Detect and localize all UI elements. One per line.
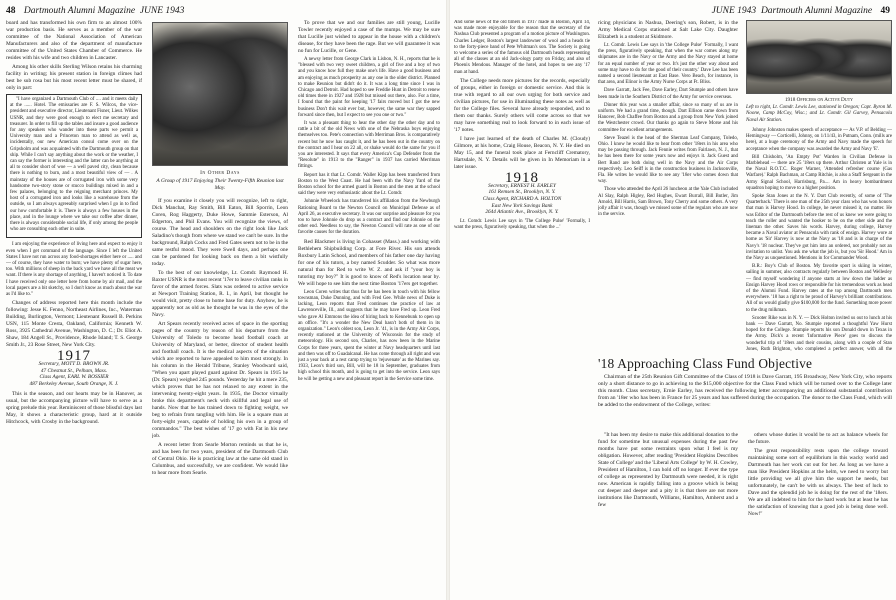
left-issue-date: JUNE 1943	[139, 6, 185, 16]
group-photo	[152, 22, 288, 166]
letter-excerpt-box	[6, 94, 142, 238]
paragraph: I am enjoying the experience of living here and expect to enjoy it even when I get command of the language. Since I left the United States I have not run across any food-shortages either here or ..... and — of course, they have water to burn; we have plenty of sugar here, too. With millions of sheep in the back yard we have all the meat we want. If there is any shortage of anything, I haven't noticed it. To date I have received only one letter here from home by air mail, and the local papers are a bit sketchy, so I don't know as much about the war as I'd like to."	[6, 242, 142, 298]
left-page-header	[6, 6, 184, 16]
officers-photo	[746, 20, 892, 94]
lead-paragraph: Chairman of the 25th Reunion Gift Committee of the Class of 1918 is Dave Garratt, 195 Broadway, New York City, who reports only a short distance to go in achieving to the $15,000 objective for the Class Fund which will be turned over to the College later this month. Class secretary, Ernie Earley, has received the following letter accompanying an additional substantial contribution from an '18er who has been in France for 25 years and has suffered during the occupation. The donor to the Class Fund, which will be added to the endowment of the College, writes:	[598, 374, 892, 409]
paragraph: A recent letter from Searle Morton reminds us that he is, and has been for two years, president of the Dartmouth Club of Central Ohio. He is practicing law at the same old stand in Columbus, and successfully, we are confident. We would like to hear more from Searle.	[152, 442, 288, 476]
paragraph: To prove that we and our families are still young, Lucille Towler recently enjoyed a case of the mumps. We may be sure that Lucille just wished to appear in the house with a children's disease, for they have been the rage. But we will guarantee it was no fun for Lucille, or Gene.	[298, 20, 440, 54]
photo-caption-title: In Other Days	[200, 170, 240, 176]
secretary-title: Secretary, ERNEST H. EARLEY	[488, 182, 556, 189]
article-lead	[598, 374, 892, 411]
article-headline: '18 Approaching Class Fund Objective	[598, 356, 813, 371]
paragraph: B.R.: Boy's Club of Boston. My favorite sport is skiing in winter, sailing in summer, also contracts regularly between Boston and Wellesley — find myself wondering if anyone starts at low down the ladder as Ensign Harvey Hood rows or responsible for his tremendous work as head of the Alumni Fund. Harvey rates at the top among Dartmouth men everywhere. '18 has a right to be proud of Harvey's brilliant contributions. All of us would gladly give $100,000 for the fund. Something more power to the drug milkman.	[746, 264, 892, 313]
article-column-1	[598, 432, 738, 511]
left-column-3	[298, 20, 440, 594]
paragraph: Among his other skills Sterling Wilson retains his charming facility in writing; his present station in foreign climes had best be sub rosa but his most recent letter must be shared, if only in part:	[6, 64, 142, 91]
article-column-2	[748, 432, 888, 520]
paragraph: Lt. Comdr. Lewis Lee says in 'The College Pulse' 'Formally, I want the press, figuratively speaking, that when the ...'	[454, 218, 590, 230]
paragraph: others whose duties it would be to act as balance wheels for the future.	[748, 432, 888, 445]
paragraph: And some news of the old timers in 1917 made in Boston, April 14, was made more enjoyable for the reason that the secretary of the Nashua Club presented a program of a motion picture of Washington. Charles Ledger, Boston's largest landowner of wool and a heads tie to the forty-piece band of Pete Whitman's son. The Society is going to welcome a series of the famous old Dartmouth heads representing all of the classes at an old Jack-ology party on Friday, and also of Phoenix Mendous. Manager of the hotel, and hopes to see any '17 man at hand.	[454, 20, 590, 75]
letter-excerpt: "I have organized a Dartmouth Club of .... and it meets daily at the ...... Hotel. The emissaries are F. S. Wilcox, the vice-president and executive director, Lieutenant Fisner, Lieut. Wilkes USNR, and they were good enough to elect me secretary and treasurer. In order to fill up the tables and insure a good audience for any speakers who wander into these parts we permit a University man and a Princeton man to attend as well as, incidentally, our new American consul come over on the Gripsholm and was acquainted with the Dartmouth group on that ship. While I can't say anything about the work or the weather, I can say the former is interesting and the latter can be anything at all to consider short of woe — a well paved city, clean because there is nothing to burn, and a most beautiful view of — . A mainstay of the houses are of corrugated iron with some very handsome two-story stone or stucco buildings mixed in and a few palaces, belonging to the reigning merchant princes. My host of a corrugated iron and looks like a warehouse from the outside, so I am always agreeably surprised when I go in to find our how comfortable it is. There is always a few houses in the place, and in the lounge where we take our coffee after dinner, there is always considerable social life, if only among the people who are consulting each other in suite.	[10, 97, 138, 233]
photo-caption-title: 1918 Officers on Active Duty	[784, 97, 854, 103]
paragraph: Changes of address reported here this month include the following: Jesse K. Fenno, Northeast Airlines, Inc., Waterman Building, Burlington, Vermont; Lieutenant Russell B. Perkins USN, 115 Monte Cresta, Oakland, California; Kenneth W. Ross, 3925 Cathedral Avenue, Washington, D. C.; Dr. Eliot A. Shaw, 184 Angell St., Providence, Rhode Island; T. S. George Smith Jr., 23 Rose Street, New York City.	[6, 300, 142, 349]
right-page-header	[712, 6, 890, 16]
secretary-title: Secretary, MOTT D. BROWN JR.	[38, 361, 110, 368]
paragraph: ricing physicians in Nashua, Deering's son, Robert, is in the Army Medical Corps stationed at Salt Lake City. Daughter Elizabeth is a student at Skidmore.	[598, 20, 738, 40]
left-column-1	[6, 20, 142, 594]
paragraph: This is the season, and our hearts may be in Hanover, as usual, but the accompanying picture will have to serve as a spring prelude this year. Reminiscent of those blissful days last May, it shows a characteristic group, hard at it outside Hitchcock, with Crosby in the background.	[6, 390, 142, 425]
right-column-3	[746, 20, 892, 352]
paragraph: Johnnie Wheelock has transferred his affiliation from the Newburgh Rationing Board to the Newton Council on Municipal Defense as of April 26, as executive secretary. It was our surprise and pleasure for you too to have Johnnie do drop us a contract and find our Johnnie on the other end. Needless to say, the Newton Council will rate as one of our favorite causes for the duration.	[298, 199, 440, 236]
paragraph: If you examine it closely you will recognize, left to right, Dick Manchat, Ray Smith, Bill Eaton, Bill Sporrin, Leon Coren, Rog Haggerty, Duke Howe, Sammie Esterson, Al Edgerton, and Phil Evans. You will recognize the views, of course. The head and shoulders on the right look like Jack Saladino's though from where we stand we can't be sure. In the background, Ralph Cocks and Fred Gates seem not to be in the same restful mood. They were Swell days, and perhaps one can be pardoned for looking back on them a bit wistfully today.	[152, 198, 288, 267]
paragraph: Art Spears recently received acres of space in the sporting pages of the country by reason of his departure from the University of Toledo to become head football coach at University of Maryland, or better, director of student health and football coach. It is the medical aspects of the situation which are reported to have appealed to him most strongly. In his column in the Herald Tribune, Stanley Woodward said, "When you apart played guard against Dr. Spears in 1915 he (Dr. Spears) weighed 245 pounds. Yesterday he hit a mere 235, which proves that he has not relaxed to any extent in the intervening twenty-eight years. In 1935, the Doctor virtually broke this department's neck with skillful and legal use of hands. Now that he has trained down to fighting weight, we beg to refrain from tangling with him. He is a square man at forty-eight years, capable of holding his own in a group of commandos." The best wishes of '17 go with Fat in his new job.	[152, 321, 288, 439]
class-agent-address: East New York Savings Bank	[491, 202, 553, 209]
class-agent-title: Class Agent, EARL W. BOSSIER	[39, 374, 109, 381]
paragraph: Spoke Stan Jones at the N. Y. Dart Club recently, of some of 'The Quarterback.' There is one man of the 25th year class who has won honors that man is Harvey Hood. In college, he never missed it, no matter. He was Editor of the Dartmouth before the rest of us knew we were going to teach the roller and wanted the hooker to be on the other side and the lineman the other. Saves his words. Harvey, during college, Harvey became a Naval aviator at Pensacola with rank of ensign. Harvey wore at home as 'Sir' Harvey is now at the Navy as '18 and is in charge of the Navy's '18 nuclear. They've got him into an ordered, not probably not an invitation to unlist. You ask me what the job is, but you 'Sir Hood.' Am in the Navy as unquestioned. Mentions in for Commander Wood.	[746, 193, 892, 261]
paragraph: "It has been my desire to make this additional donation to the fund for sometime but unusual expenses during the past few months have put some restraints upon what I feel is my obligation. However, after reading 'President Hopkins Describes State of College' and the 'Liberal Arts College' by W. H. Cowley, President of Hamilton, I can hold off no longer. If ever the type of college as represented by Dartmouth were needed, it is right now. American is rapidly falling into a groove which is being cut deeper and deeper and a pity it is that there are not more institutions like Dartmouth, Williams, Hamilton, Amherst and a few	[598, 432, 738, 508]
right-column-1	[454, 20, 590, 594]
paragraph: Report has it that Lt. Comdr. Waller Kipp has been transferred from Boston to the West Coast. He had been with the Navy Yard of the Boston school for the armed guard in Boston and the men at the school said they were very enthusiastic about the Lt. Comdr.	[298, 172, 440, 197]
paragraph: board and has transformed his own firm to an almost 100% war production basis. He serves as a member of the war committee of the National Association of American Manufacturers and also of the department of manufacture committee of the United States Chamber of Commerce. He resides with his wife and two children in Lancaster.	[6, 20, 142, 61]
paragraph: It was a pleasant thing to hear the other day the other day and to rattle a bit of the old News with one of the Nebraska boys enjoying themselves too. Pete's connection with Merriman Bros. is comparatively recent but he now has caught it, and he has been out in the country on the contract and I hear on 22 all, or shake would do the same for you if you are interested. It says that every America's Cup Defender from the "Resolute" in 1913 to the "Ranger" in 1937 has carried Merriman fittings.	[298, 121, 440, 170]
paragraph: Lt. Comdr. Lewis Lee says in 'the College Pulse' 'Formally, I want the press, figuratively speaking, that when the war comes along my shipmates are in the Navy or the Army and the Navy stayed at home for an equal number of year or two. It's just the other way about and some may have to do for the good of their country.' Dave Lee has been named a second lieutenant at East Base. Vero Beach, for instance, in that area, and Elinor is the Army Nurse Corps at Ft. Bliss.	[598, 43, 738, 86]
left-page	[0, 0, 446, 600]
photo-caption: Left to right, Lt. Comdr. Lewis Lee, stationed in Oregon; Capt. Byron M. Noone, Camp McCoy, Wisc.; and Lt. Comdr. Gil Garvey, Pensacola Naval Air Station.	[746, 105, 892, 123]
right-magazine-title: Dartmouth Alumni Magazine	[760, 6, 873, 16]
paragraph: Johnny Johnston makes speech of acceptance — As V.P. of Belding — Hemingway — Corticelli, Johnny, on 1/11/43, in Putnam, Conn. (mills are here), at a huge ceremony of the Army and Navy made the speech for acceptance when the company was awarded the Army and Navy 'E'.	[746, 127, 892, 152]
paragraph: Bill Chisholm, 'An Empty Pot' Warden in Civilian Defense in Marblehead — there are 25 '18ers up there. Arthur Christen at Yale is in the Naval R.O.T.C. Roger Warner, 'Attended refresher course (Gas Warfare).' Ralph Bachman, at Camp Ritchie, is also a Staff Sergeant in the Army Signal School, Harrisburg, Pa.... Am in heavy bombardment squadron hoping to move to a higher position.	[746, 154, 892, 191]
paragraph: Those who attended the April 26 luncheon at the Yale Club included Al Slay, Ralph Higley, Red Hughes, Ewart Burrall, Bill Butler, Jim Arnold, Bill Harris, Sam Brown, Tony Cherry and some others. A very jolly affair it was, though we missed some of the regulars who are now in the service.	[598, 187, 738, 218]
paragraph: Steve Teazel is the head of the Sherman Leaf Company, Toledo, Ohio. I know he would like to hear from other '18ers in his area who may be passing through. Jack Fennie writes from Fairlawn, N. J., that he has been there for some years now and enjoys it. Jack Guest and Bert Rand are both doing well in the Navy and the Air Corps respectively. Leo Seiff is in the construction business in Jacksonville, Fla. He writes he would like to see any '18er who comes down that way.	[598, 135, 738, 185]
class-year-heading: 1918	[505, 169, 539, 186]
secretary-address: 47 Chestnut St., Pelham, Mass.	[40, 367, 108, 374]
paragraph: The great responsibility rests upon the college toward maintaining some sort of equilibrium in this wacky world and Dartmouth has her work cut out for her. As long as we have a man like President Hopkins at the helm, we need to worry but little providing we all give him the support he needs, but unfortunately, he can't be with us always. The best of luck to Dave and the splendid job he is doing for the rest of the '18ers. We are all indebted to him for the hard work but at least he has the satisfaction of knowing that a good job is being done well. Now!"	[748, 448, 888, 517]
right-column-2	[598, 20, 738, 352]
class-year-heading: 1917	[57, 348, 91, 365]
class-agent-title: Class Agent, RICHARD A. HOLTON	[482, 196, 562, 203]
secretary-address: 161 Remsen St., Brooklyn, N. Y.	[488, 189, 556, 196]
paragraph: I have just learned of the death of Charles M. (Cloudy) Gilmore, at his home, Craig House, Beacon, N. Y. He died on May 15, and the funeral took place at Ferncliff Crematory, Hartsdale, N. Y. Details will be given in In Memoriam in a later issue.	[454, 135, 590, 170]
left-magazine-title: Dartmouth Alumni Magazine	[23, 6, 136, 16]
paragraph: Dave Garratt, Jack Fee, Dave Earley, Dart Stumpie and others have been made in the Southern District of the Army for service overseas.	[598, 88, 738, 100]
left-column-2	[152, 20, 288, 594]
paragraph: A newsy letter from George Clark in Lisbon, N. H., reports that he is "blessed with two very sweet children, a girl of five and a boy of two and you know how full they make one's life. Have a good business and am enjoying as much prosperity as any one in the older district. Planned to make Reunion but didn't do it. It was a long time since I was in Chicago and Detroit. Had hoped to see Freddie Hunt in Detroit to renew old times there in 1927 and 1928 but missed out there, also. For a time, I found that the paint for keeping '17 fairs moved but I got the new business Don't this wait ever but, however, the same war they sapped forward since then, but I expect to see you one or two."	[298, 57, 440, 118]
class-agent-address: 487 Berkeley Avenue, South Orange, N. J.	[29, 381, 119, 388]
paragraph: To the best of our knowledge, Lt. Comdr. Raymond H. Baxter USNR is the most recent '17er to leave civilian ranks in favor of the armed forces. Slats was ordered to active service at Newport Training Station, R. I., in April, but thought he would visit, pretty close to home base for duty. Anyhow, he is apparently not as old as he thought he was in the eyes of the Navy.	[152, 270, 288, 318]
left-page-number: 48	[6, 6, 16, 16]
paragraph: Scooter Rike was in N. Y. — Dick Holton invited us out to lunch at his bank — Dave Garratt, No. Stumpie reported a thoughtful Yaw Hurst hoped for the College. Stumpie reports his son Donald down in Texas in the Army. Dick's a recent 'Informative Piece' goes to discuss the wonderful trip of '18ers and their cousins, along with a couple of Stan Jones, Ruth Brighton, who completed a perfect answer, with all the	[746, 315, 892, 352]
paragraph: The College needs more pictures for the records, especially of groups, either in foreign or domestic service. And this is true with regard to all our own urging for both service and civilian pictures, for use in illuminating these notes as well as for the College files. Several have already responded, and to them our thanks. Surely others will come across so that we may have something real to look forward to in each issue of '17 notes.	[454, 77, 590, 133]
paragraph: Dinner this year was a smaller affair, since so many of us are in uniform. We had a grand time, though. Dart Ellison came down from Hanover, Bob Chaffee from Boston and a group from New York joined the Westchester crowd. Our thanks go again to Steve Morse and his committee for excellent arrangements.	[598, 102, 738, 133]
class-agent-address-2: 2644 Atlantic Ave., Brooklyn, N. Y.	[485, 209, 559, 216]
right-issue-date: JUNE 1943	[711, 6, 757, 16]
right-page-number: 49	[880, 6, 890, 16]
right-page	[450, 0, 896, 600]
paragraph: Red Blackmer is living in Cohasset (Mass.) and working with Bethlehem Shipbuilding Corp. at Fore River. His son attends Roxbury Latin School, and members of his father one day having for one of his tutors, a boy named Scudder. So what was more natural than for Red to write W. Z. and ask if "your boy is tutoring my boy?" It is good to know of Red's location near by. We will hope to see him the next time Boston '17ers get together.	[298, 238, 440, 287]
photo-caption: A Group of 1917 Enjoying Their Twenty-Fifth Reunion last May.	[156, 178, 284, 191]
paragraph: Leon Coren writes that thus far he has been in touch with his fellow townsman, Duke Dunning, and with Fred Gee. While news of Duke is lacking, Leon reports that Fred continues the practice of law at Lawrenceville, Ill., and suggests that he may have Fred up. Leon Fred who gave Al Emmons the idea of hiring back to Kennebunk to open up an office. "It's a wonder the New Deal hasn't both of them in its organization." Leon's oldest son, Leon Jr. '41, is in the Army Air Corps, recently stationed at the University of Wisconsin for the study of meteorology. His second son, Charles, has now been in the Marine Corps for three years, spent the winter at Navy headquarters until last and then was off to Guadalcanal. He has come through all right and was just a year back at a rest camp trying to 'rejuvenate' as the Marines say. 1933, Leon's third son, Bill, will be 18 in September, graduates from high school this month, and is going to get into the service. Leon says he will be getting a new and pleasant report in the Service some time.	[298, 289, 440, 382]
